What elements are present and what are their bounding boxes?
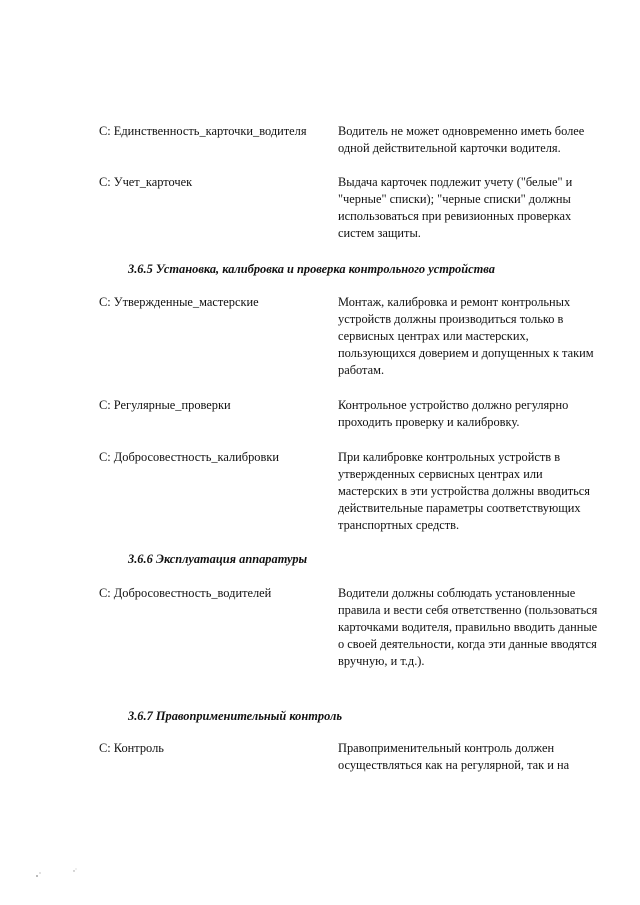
section-heading: 3.6.7 Правоприменительный контроль [128, 709, 342, 723]
term-description: Выдача карточек подлежит учету ("белые" и "черные" списки); "черные списки" должны использоваться при ревизионных проверках систем защиты. [338, 175, 573, 240]
term-description: Контрольное устройство должно регулярно проходить проверку и калибровку. [338, 398, 569, 429]
term-label: С: Учет_карточек [99, 175, 193, 189]
term-label: С: Утвержденные_мастерские [99, 295, 259, 309]
term-description: Водители должны соблюдать установленные правила и вести себя ответственно (пользоваться карточками водителя, правильно вводить данные о своей деятельности, когда эти данные вводятся вручную, и т.д.). [338, 586, 598, 668]
scan-specks [34, 866, 84, 884]
term-label: С: Единственность_карточки_водителя [99, 124, 307, 138]
section-heading: 3.6.6 Эксплуатация аппаратуры [128, 552, 308, 566]
section-heading: 3.6.5 Установка, калибровка и проверка контрольного устройства [128, 262, 495, 276]
term-description: Правоприменительный контроль должен осуществляться как на регулярной, так и на [338, 741, 570, 772]
term-description: При калибровке контрольных устройств в утвержденных сервисных центрах или мастерских в эти устройства должны вводиться действительные параметры соответствующих транспортных средств. [338, 450, 590, 532]
term-description: Монтаж, калибровка и ремонт контрольных устройств должны производиться только в сервисных центрах или мастерских, пользующихся доверием и допущенных к таким работам. [338, 295, 594, 377]
term-label: С: Контроль [99, 741, 164, 755]
term-description: Водитель не может одновременно иметь более одной действительной карточки водителя. [338, 124, 585, 155]
term-label: С: Добросовестность_калибровки [99, 450, 279, 464]
term-label: С: Добросовестность_водителей [99, 586, 272, 600]
term-label: С: Регулярные_проверки [99, 398, 231, 412]
